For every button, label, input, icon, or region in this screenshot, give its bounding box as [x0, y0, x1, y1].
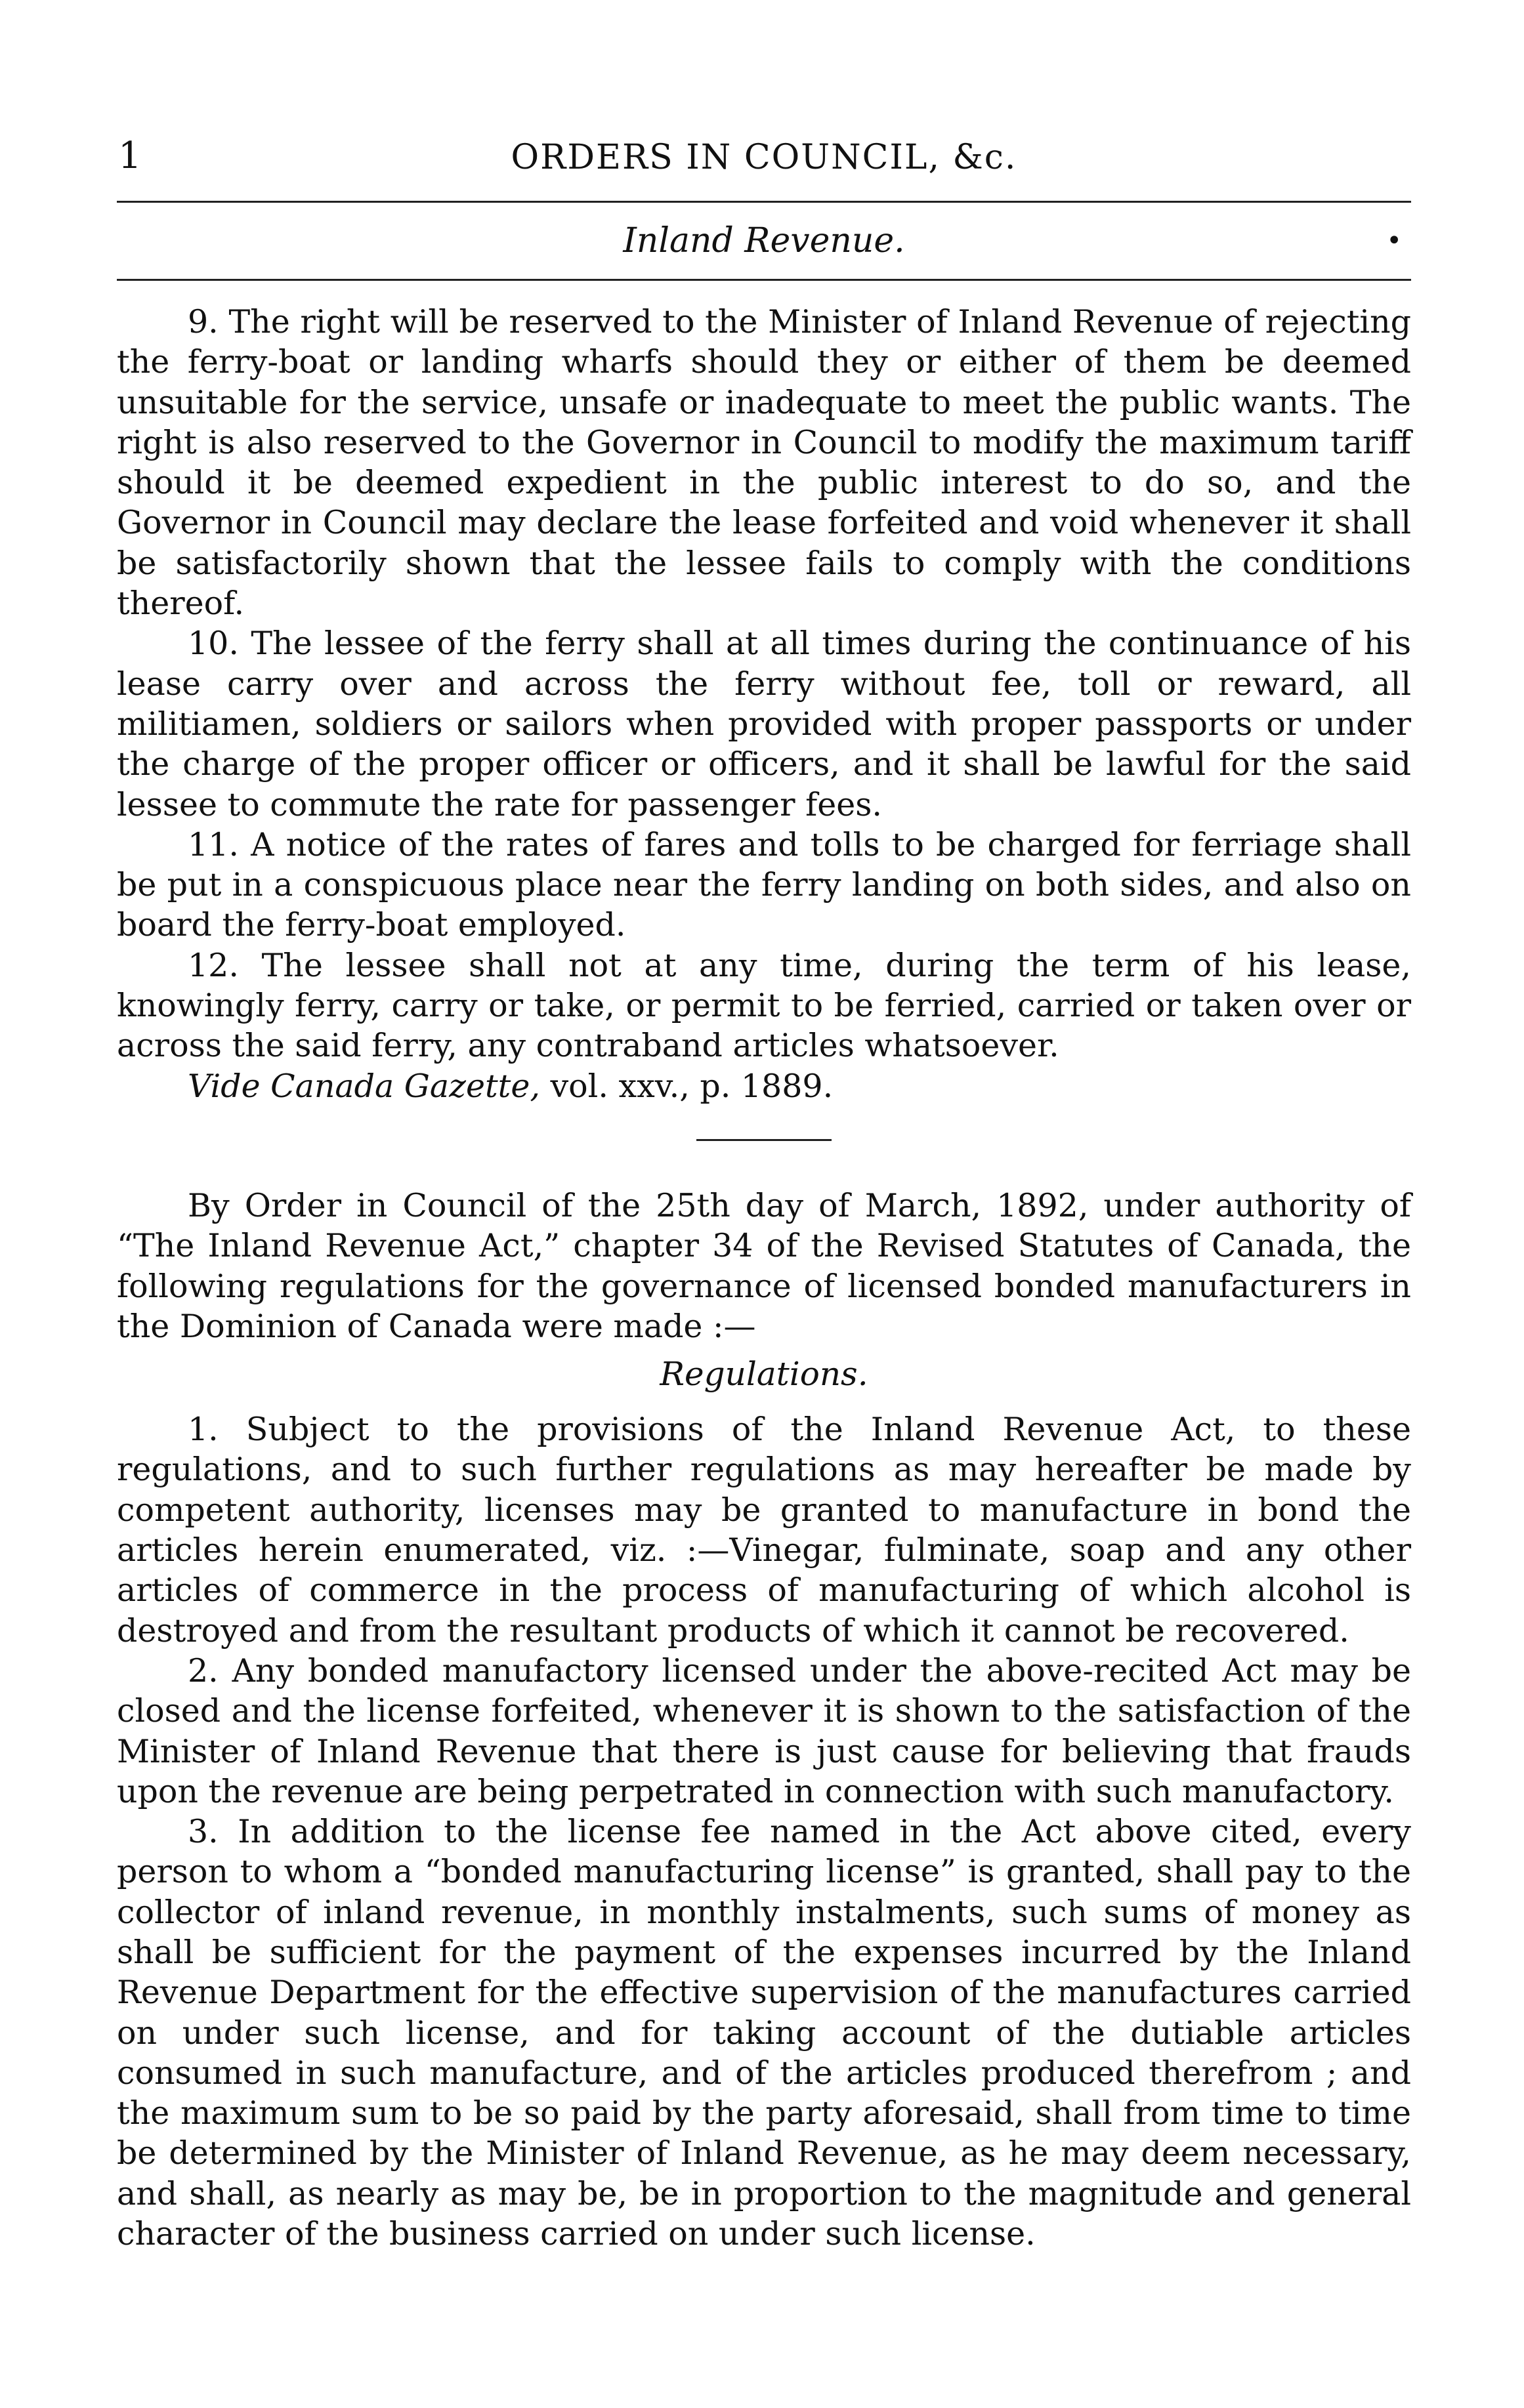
running-header: [117, 125, 1411, 184]
gazette-citation: [117, 1066, 1411, 1106]
condition-paragraph: 9. The right will be reserved to the Minister of Inland Revenue of rejecting the ferry-boat or landing wharfs should they or either of them be deemed unsuitable for the service, unsafe or inadequate to meet the public wants. The right is also reserved to the Governor in Council to modify the maximum tariff should it be deemed expedient in the public interest to do so, and the Governor in Council may declare the lease forfeited and void whenever it shall be satisfactorily shown that the lessee fails to comply with the conditions thereof.: [117, 303, 1411, 623]
page-number: 1: [118, 135, 142, 177]
order-intro: By Order in Council of the 25th day of March, 1892, under authority of “The Inland Revenue Act,” chapter 34 of the Revised Statutes of Canada, the following regulations for the governance of licensed bonded manufacturers in the Dominion of Canada were made :—: [117, 1186, 1411, 1345]
bonded-manufacturers-order: [117, 1186, 1411, 1346]
citation-volume: vol. xxv., p. 1889.: [540, 1067, 834, 1105]
regulation-paragraph: 1. Subject to the provisions of the Inland Revenue Act, to these regulations, and to such further regulations as may hereafter be made by competent authority, licenses may be granted to manufacture in bond the articles herein enumerated, viz. :—Vinegar, fulminate, soap and any other articles of commerce in the process of manufacturing of which alcohol is destroyed and from the resultant products of which it cannot be recovered.: [117, 1411, 1411, 1650]
regulation-paragraph: 2. Any bonded manufactory licensed under the above-recited Act may be closed and the license forfeited, whenever it is shown to the satisfaction of the Minister of Inland Revenue that there is just cause for believing that frauds upon the revenue are being perpetrated in connection with such manufactory.: [117, 1651, 1411, 1810]
condition-paragraph: 12. The lessee shall not at any time, during the term of his lease, knowingly ferry, carry or take, or permit to be ferried, carried or taken over or across the said ferry, any contraband articles whatsoever.: [117, 946, 1411, 1065]
regulation-paragraph: 3. In addition to the license fee named in the Act above cited, every person to whom a “bonded manufacturing license” is granted, shall pay to the collector of inland revenue, in monthly instalments, such sums of money as shall be sufficient for the payment of the expenses incurred by the Inland Revenue Department for the effective supervision of the manufactures carried on under such license, and for taking account of the dutiable articles consumed in such manufacture, and of the articles produced therefrom ; and the maximum sum to be so paid by the party aforesaid, shall from time to time be determined by the Minister of Inland Revenue, as he may deem necessary, and shall, as nearly as may be, be in proportion to the magnitude and general character of the business carried on under such license.: [117, 1813, 1411, 2253]
ferry-order-conditions: [117, 302, 1411, 1106]
section-divider: [696, 1139, 832, 1141]
condition-paragraph: 11. A notice of the rates of fares and tolls to be charged for ferriage shall be put in a conspicuous place near the ferry landing on both sides, and also on board the ferry-boat employed.: [117, 825, 1411, 944]
condition-paragraph: 10. The lessee of the ferry shall at all times during the continuance of his lease carry over and across the ferry without fee, toll or reward, all militiamen, soldiers or sailors when provided with proper passports or under the charge of the proper officer or officers, and it shall be lawful for the said lessee to commute the rate for passenger fees.: [117, 625, 1411, 823]
regulations-heading: Regulations.: [660, 1355, 868, 1394]
citation-source: Vide Canada Gazette,: [188, 1067, 540, 1105]
header-rule-bottom: [117, 279, 1411, 281]
section-mark: •: [1386, 226, 1402, 256]
running-title: ORDERS IN COUNCIL, &c.: [511, 138, 1017, 177]
header-rule-top: [117, 201, 1411, 203]
section-title: Inland Revenue.: [623, 221, 905, 260]
document-page: [117, 125, 1411, 2254]
section-heading: [117, 221, 1411, 260]
regulations-list: [117, 1409, 1411, 2254]
